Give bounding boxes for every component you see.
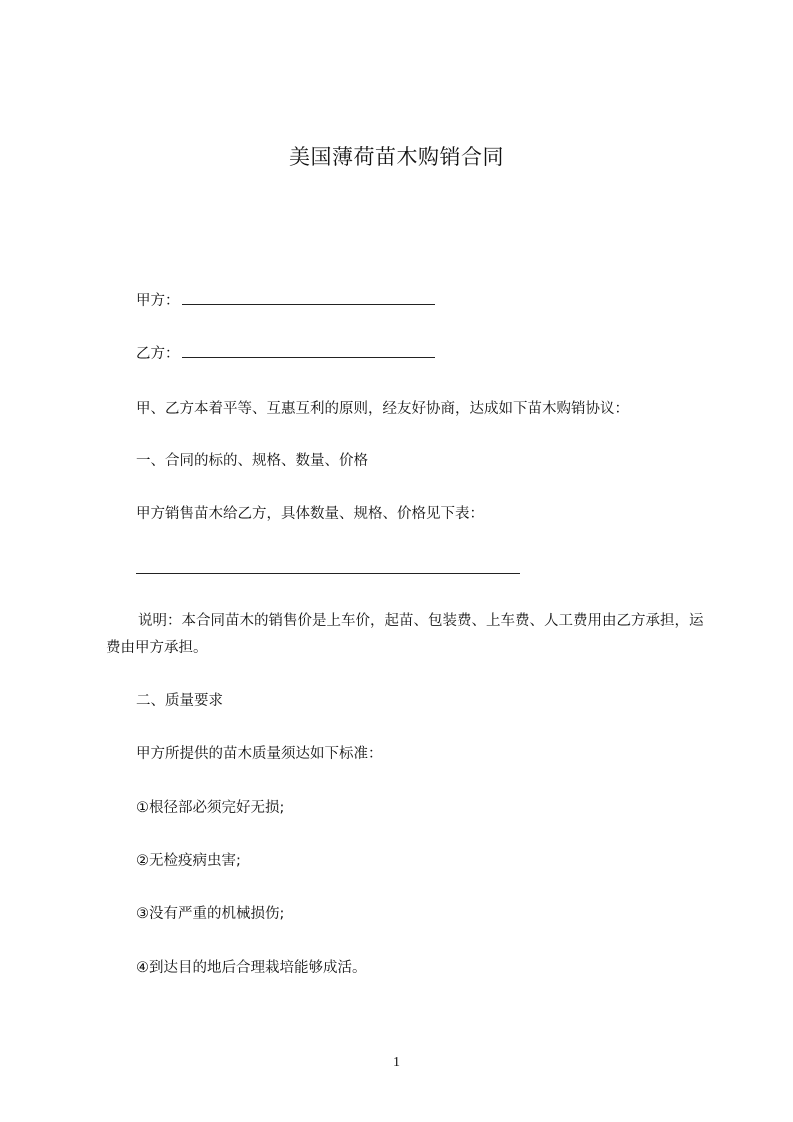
party-a-label: 甲方： bbox=[136, 293, 180, 309]
party-b-blank bbox=[182, 343, 435, 358]
quality-item: ④到达目的地后合理栽培能够成活。 bbox=[136, 960, 367, 976]
section2-text: 甲方所提供的苗木质量须达如下标准： bbox=[136, 746, 383, 762]
party-a-line bbox=[136, 290, 435, 312]
price-note: 说明：本合同苗木的销售价是上车价，起苗、包装费、上车费、人工费用由乙方承担，运费由甲方承担。 bbox=[106, 613, 704, 656]
party-b-line bbox=[136, 343, 435, 365]
intro-paragraph: 甲、乙方本着平等、互惠互利的原则，经友好协商，达成如下苗木购销协议： bbox=[136, 401, 629, 417]
section1-heading: 一、合同的标的、规格、数量、价格 bbox=[136, 453, 368, 469]
party-b-label: 乙方： bbox=[136, 346, 180, 362]
section2-heading: 二、质量要求 bbox=[136, 693, 223, 709]
quality-item: ③没有严重的机械损伤; bbox=[136, 906, 285, 922]
section1-text: 甲方销售苗木给乙方，具体数量、规格、价格见下表： bbox=[136, 506, 484, 522]
document-title: 美国薄荷苗木购销合同 bbox=[289, 145, 504, 169]
quality-item: ①根径部必须完好无损; bbox=[136, 800, 285, 816]
page-number: 1 bbox=[393, 1055, 400, 1070]
table-placeholder-line bbox=[136, 573, 520, 574]
party-a-blank bbox=[182, 290, 435, 305]
quality-item: ②无检疫病虫害; bbox=[136, 853, 241, 869]
